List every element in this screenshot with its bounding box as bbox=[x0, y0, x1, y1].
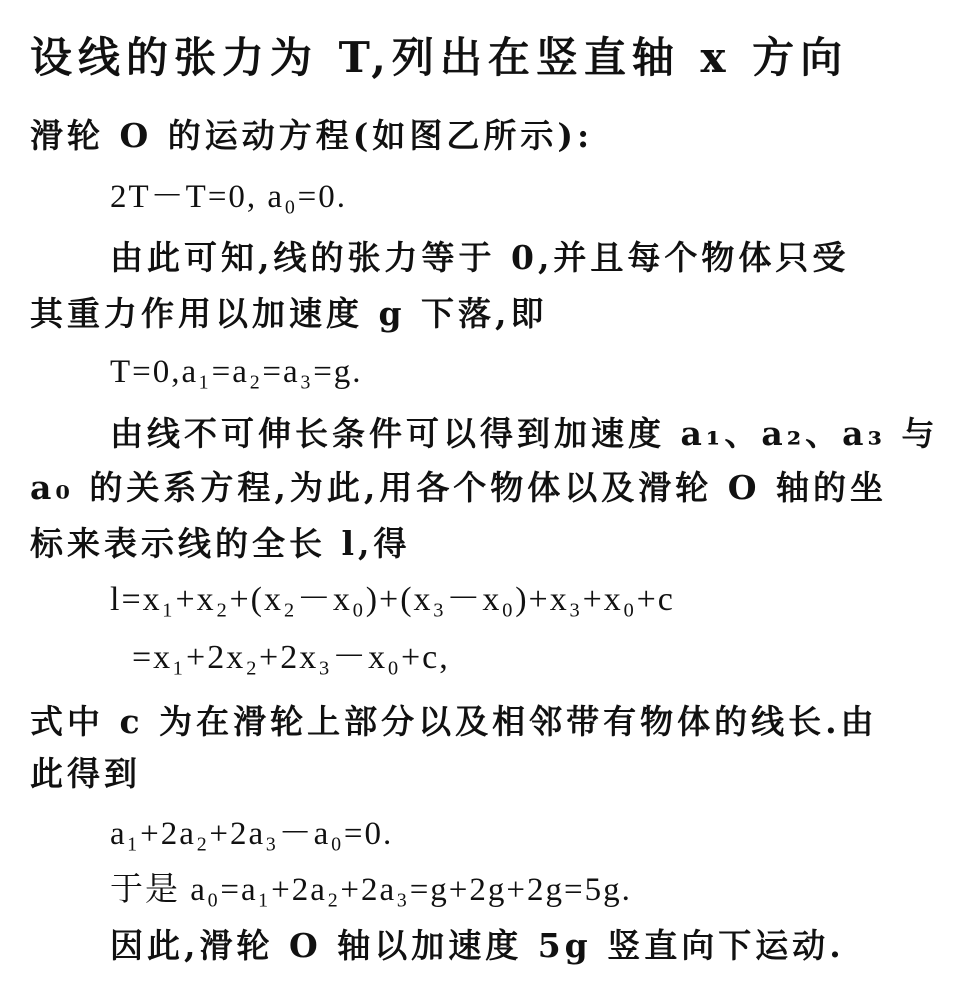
equation-line-5: a₁+2a₂+2a₃－a₀=0. bbox=[110, 816, 394, 852]
equation-line-3: l=x₁+x₂+(x₂－x₀)+(x₃－x₀)+x₃+x₀+c bbox=[110, 581, 675, 618]
text-line-3: 由此可知,线的张力等于 0,并且每个物体只受 bbox=[110, 238, 850, 277]
equation-line-2: T=0,a₁=a₂=a₃=g. bbox=[110, 354, 363, 390]
text-line-10: 因此,滑轮 O 轴以加速度 5g 竖直向下运动. bbox=[110, 926, 845, 965]
text-line-6: a₀ 的关系方程,为此,用各个物体以及滑轮 O 轴的坐 bbox=[30, 468, 888, 507]
text-line-5: 由线不可伸长条件可以得到加速度 a₁、a₂、a₃ 与 bbox=[110, 414, 939, 453]
text-line-8: 式中 c 为在滑轮上部分以及相邻带有物体的线长.由 bbox=[30, 702, 878, 741]
text-line-9: 此得到 bbox=[30, 754, 141, 793]
equation-line-1: 2T－T=0, a₀=0. bbox=[110, 179, 347, 215]
text-line-7: 标来表示线的全长 l,得 bbox=[30, 524, 411, 563]
text-line-1: 设线的张力为 T,列出在竖直轴 x 方向 bbox=[30, 33, 849, 82]
equation-line-4: =x₁+2x₂+2x₃－x₀+c, bbox=[132, 639, 450, 676]
text-line-4: 其重力作用以加速度 g 下落,即 bbox=[30, 294, 548, 333]
equation-line-6: 于是 a₀=a₁+2a₂+2a₃=g+2g+2g=5g. bbox=[110, 872, 632, 908]
text-line-2: 滑轮 O 的运动方程(如图乙所示): bbox=[30, 116, 594, 155]
